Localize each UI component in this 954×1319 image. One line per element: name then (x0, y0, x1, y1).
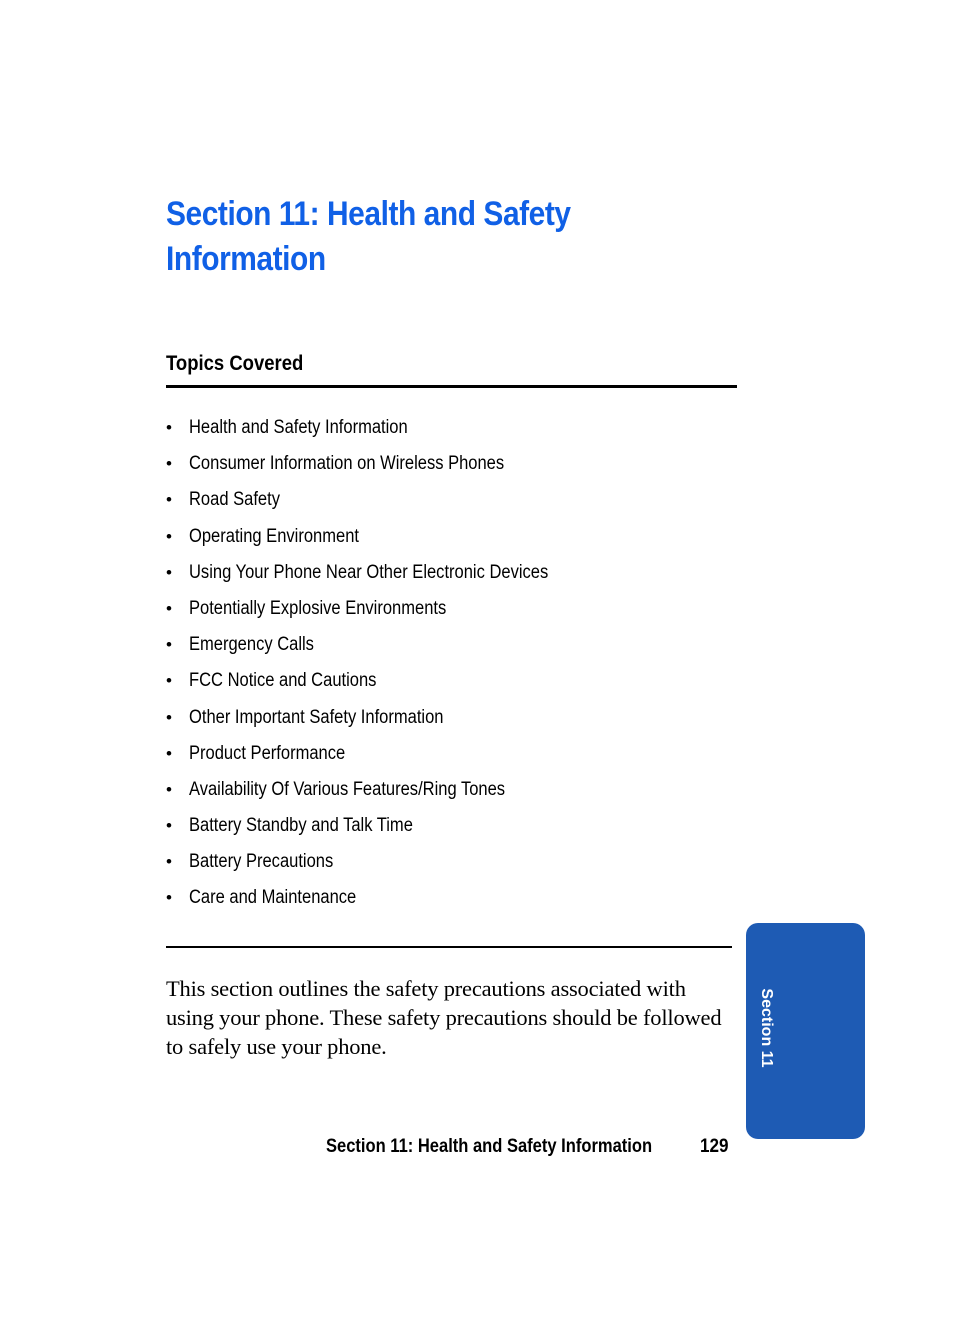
bullet-icon: • (166, 671, 172, 691)
bullet-icon: • (166, 707, 172, 727)
bullet-icon: • (166, 635, 172, 655)
section-thumb-tab-label: Section 11 (758, 988, 775, 1068)
topic-label: Road Safety (189, 489, 280, 511)
topic-label: Battery Standby and Talk Time (189, 815, 413, 837)
bullet-icon: • (166, 816, 172, 836)
bullet-icon: • (166, 418, 172, 437)
heading-divider (166, 385, 737, 388)
bullet-icon: • (166, 888, 172, 908)
bullet-icon: • (166, 454, 172, 474)
topic-label: Other Important Safety Information (189, 706, 444, 728)
page-number: 129 (700, 1136, 729, 1157)
topic-label: Care and Maintenance (189, 887, 357, 909)
topic-label: FCC Notice and Cautions (189, 670, 377, 692)
topic-label: Health and Safety Information (189, 417, 408, 438)
topic-label: Operating Environment (189, 525, 359, 547)
topic-label: Using Your Phone Near Other Electronic Devices (189, 561, 549, 583)
topic-label: Battery Precautions (189, 851, 334, 873)
topic-label: Emergency Calls (189, 634, 314, 656)
topic-label: Availability Of Various Features/Ring Tones (189, 778, 506, 800)
bullet-icon: • (166, 779, 172, 799)
topics-covered-heading: Topics Covered (166, 352, 304, 375)
topic-label: Consumer Information on Wireless Phones (189, 453, 505, 475)
bullet-icon: • (166, 490, 172, 510)
topic-label: Potentially Explosive Environments (189, 597, 447, 619)
bullet-icon: • (166, 598, 172, 618)
intro-paragraph: This section outlines the safety precautions associated with using your phone. These safety precautions should be followed to safely use your phone. (166, 976, 722, 1059)
list-divider (166, 946, 732, 948)
footer-running-title: Section 11: Health and Safety Information (326, 1136, 653, 1157)
topic-label: Product Performance (189, 742, 346, 764)
section-title: Section 11: Health and Safety Information (166, 195, 571, 278)
bullet-icon: • (166, 743, 172, 763)
bullet-icon: • (166, 562, 172, 582)
bullet-icon: • (166, 526, 172, 546)
bullet-icon: • (166, 852, 172, 872)
